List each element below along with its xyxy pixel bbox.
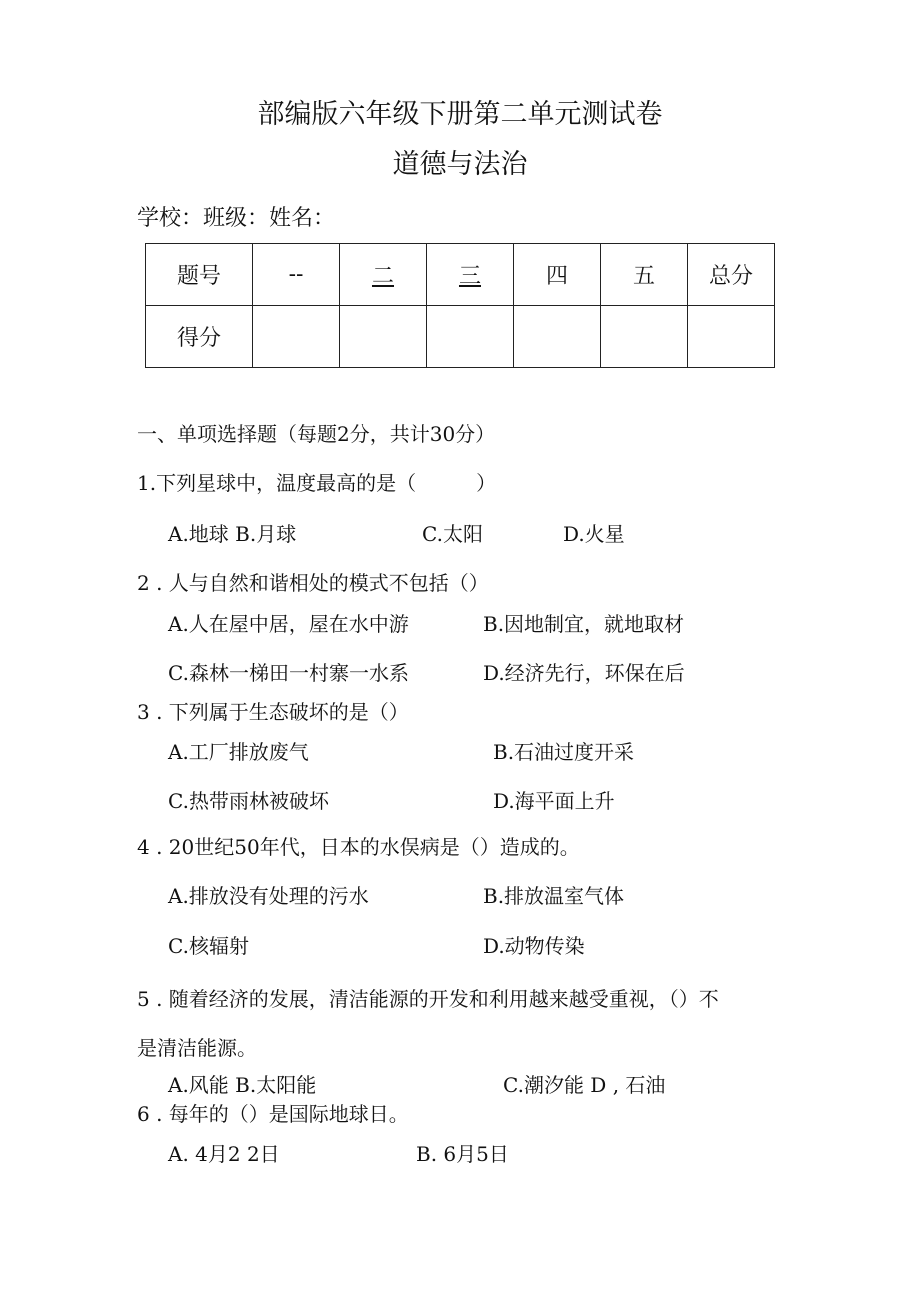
table-header-cell-text: 二 xyxy=(371,264,394,289)
section-heading: 一、单项选择题（每题2分，共计30分） xyxy=(137,422,496,446)
question-option: B.排放温室气体 xyxy=(483,884,625,908)
subject-title: 道德与法治 xyxy=(392,149,528,180)
student-info-line: 学校：班级：姓名： xyxy=(137,206,336,231)
table-header-cell xyxy=(340,244,427,306)
question-option: A.地球 B.月球 xyxy=(168,522,297,546)
table-header-cell: 五 xyxy=(601,244,688,306)
question-option: D.经济先行，环保在后 xyxy=(483,661,685,685)
question-option: A. 4月2 2日 xyxy=(168,1142,280,1166)
table-header-cell: 四 xyxy=(514,244,601,306)
score-cell[interactable] xyxy=(514,306,601,368)
question-option: B.因地制宜，就地取材 xyxy=(483,612,685,636)
question-option: D.海平面上升 xyxy=(493,789,615,813)
score-row-label: 得分 xyxy=(146,306,253,368)
question-option: C.太阳 xyxy=(422,522,483,546)
score-cell[interactable] xyxy=(601,306,688,368)
question-option: A.人在屋中居，屋在水中游 xyxy=(168,612,409,636)
table-header-cell xyxy=(427,244,514,306)
score-cell[interactable] xyxy=(253,306,340,368)
score-cell[interactable] xyxy=(427,306,514,368)
question-option: A.风能 B.太阳能 xyxy=(168,1073,317,1097)
question-option: B.石油过度开采 xyxy=(493,740,635,764)
table-header-cell: 题号 xyxy=(146,244,253,306)
question-option: C.热带雨林被破坏 xyxy=(168,789,329,813)
score-table-header-row xyxy=(146,244,775,306)
score-cell[interactable] xyxy=(340,306,427,368)
question-option: D.火星 xyxy=(563,522,625,546)
question-option: B. 6月5日 xyxy=(416,1142,509,1166)
question-stem: 2 . 人与自然和谐相处的模式不包括（） xyxy=(137,571,489,595)
table-header-cell: 总分 xyxy=(688,244,775,306)
question-stem: 4 . 20世纪50年代，日本的水俣病是（）造成的。 xyxy=(137,835,580,859)
score-table xyxy=(145,243,775,368)
question-option: C.森林一梯田一村寨一水系 xyxy=(168,661,409,685)
score-cell[interactable] xyxy=(688,306,775,368)
question-option: C.潮汐能 D , 石油 xyxy=(503,1073,666,1097)
question-stem: 3 . 下列属于生态破坏的是（） xyxy=(137,700,409,724)
question-option: C.核辐射 xyxy=(168,934,249,958)
question-option: A.排放没有处理的污水 xyxy=(168,884,369,908)
question-stem-continued: 是清洁能源。 xyxy=(137,1036,257,1060)
question-option: A.工厂排放废气 xyxy=(168,740,309,764)
table-header-cell: -- xyxy=(253,244,340,306)
question-option: D.动物传染 xyxy=(483,934,585,958)
question-stem: 6 . 每年的（）是国际地球日。 xyxy=(137,1102,409,1126)
table-header-cell-text: 三 xyxy=(458,264,481,289)
question-stem: 1.下列星球中，温度最高的是（ ） xyxy=(137,471,497,495)
question-stem: 5 . 随着经济的发展，清洁能源的开发和利用越来越受重视，（）不 xyxy=(137,987,719,1011)
score-table-score-row xyxy=(146,306,775,368)
exam-title: 部编版六年级下册第二单元测试卷 xyxy=(257,99,663,130)
